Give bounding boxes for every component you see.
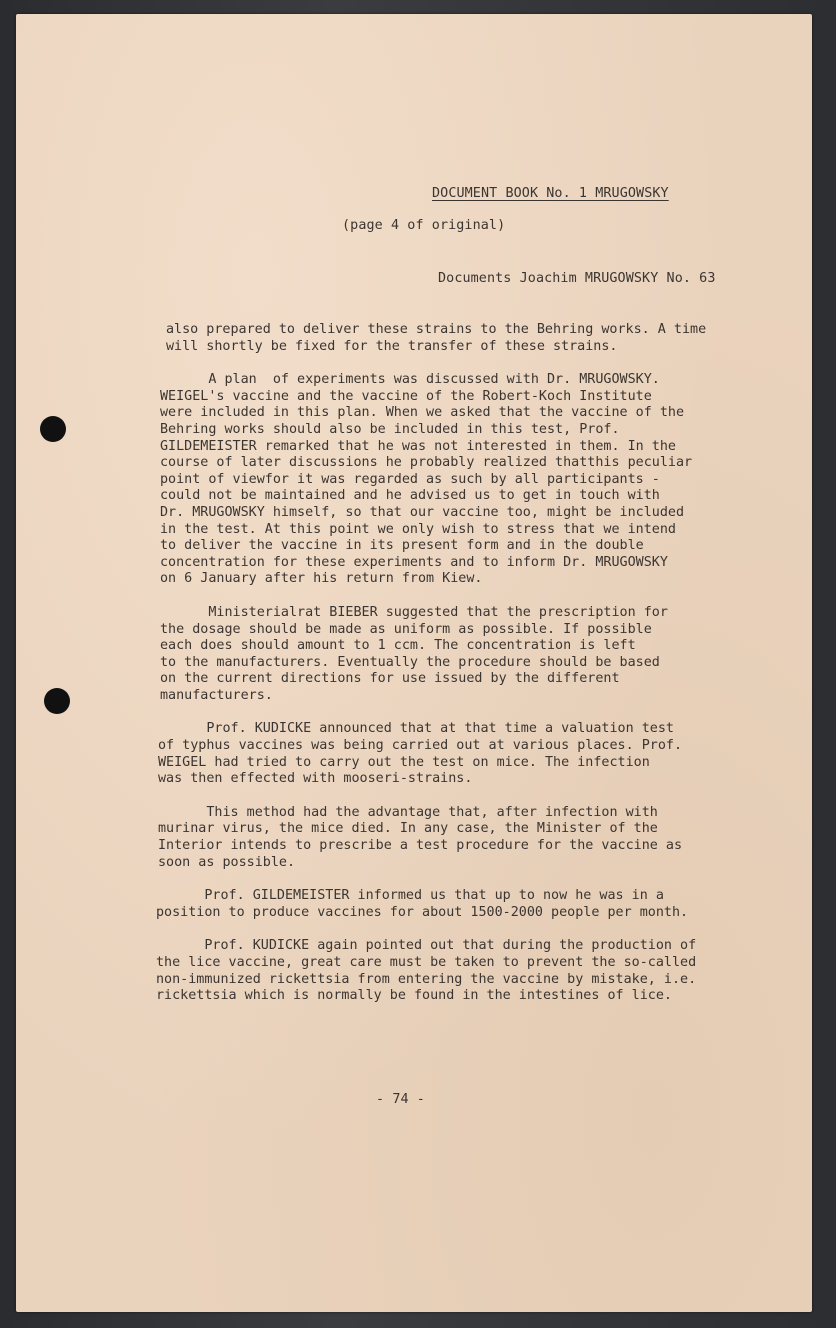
documents-reference: Documents Joachim MRUGOWSKY No. 63	[438, 271, 716, 286]
paragraph-5: This method had the advantage that, after infection with murinar virus, the mice died. In any case, the Minister of the Interior intends to prescribe a test procedure for the vaccine as soon as possible.	[158, 804, 683, 870]
paragraph-2: A plan of experiments was discussed with Dr. MRUGOWSKY. WEIGEL's vaccine and the vaccine of the Robert-Koch Institute were included in this plan. When we asked that the vaccine of the Behring works should also be included in this test, Prof. GILDEMEISTER remarked that he was not interested in them. In the course of later discussions he probably realized thatthis peculiar point of viewfor it was regarded as such by all participants - could not be maintained and he advised us to get in touch with Dr. MRUGOWSKY himself, so that our vaccine too, might be included in the test. At this point we only wish to stress that we intend to deliver the vaccine in its present form and in the double concentration for these experiments and to inform Dr. MRUGOWSKY on 6 January after his return from Kiew.	[160, 372, 693, 587]
paragraph-4: Prof. KUDICKE announced that at that time a valuation test of typhus vaccines was being carried out at various places. Prof. WEIGEL had tried to carry out the test on mice. The infection was then effected with mooseri-strains.	[158, 721, 683, 787]
paragraph-1: also prepared to deliver these strains to the Behring works. A time will shortly be fixed for the transfer of these strains.	[166, 322, 707, 354]
document-book-title: DOCUMENT BOOK No. 1 MRUGOWSKY	[432, 186, 669, 201]
paragraph-7: Prof. KUDICKE again pointed out that during the production of the lice vaccine, great care must be taken to prevent the so-called non-immunized rickettsia from entering the vaccine by mistake, i.e. rickettsia which is normally be found in the intestines of lice.	[156, 938, 697, 1004]
punch-hole-top	[40, 416, 66, 442]
paragraph-3: Ministerialrat BIEBER suggested that the prescription for the dosage should be made as uniform as possible. If possible each does should amount to 1 ccm. The concentration is left to the manufacturers. Eventually the procedure should be based on the current directions for use issued by the different manufacturers.	[160, 604, 668, 703]
paragraph-6: Prof. GILDEMEISTER informed us that up to now he was in a position to produce vaccines for about 1500-2000 people per month.	[156, 888, 689, 920]
document-body	[156, 322, 736, 1022]
original-page-note: (page 4 of original)	[342, 218, 506, 233]
page-number: - 74 -	[376, 1092, 425, 1107]
punch-hole-bottom	[44, 688, 70, 714]
